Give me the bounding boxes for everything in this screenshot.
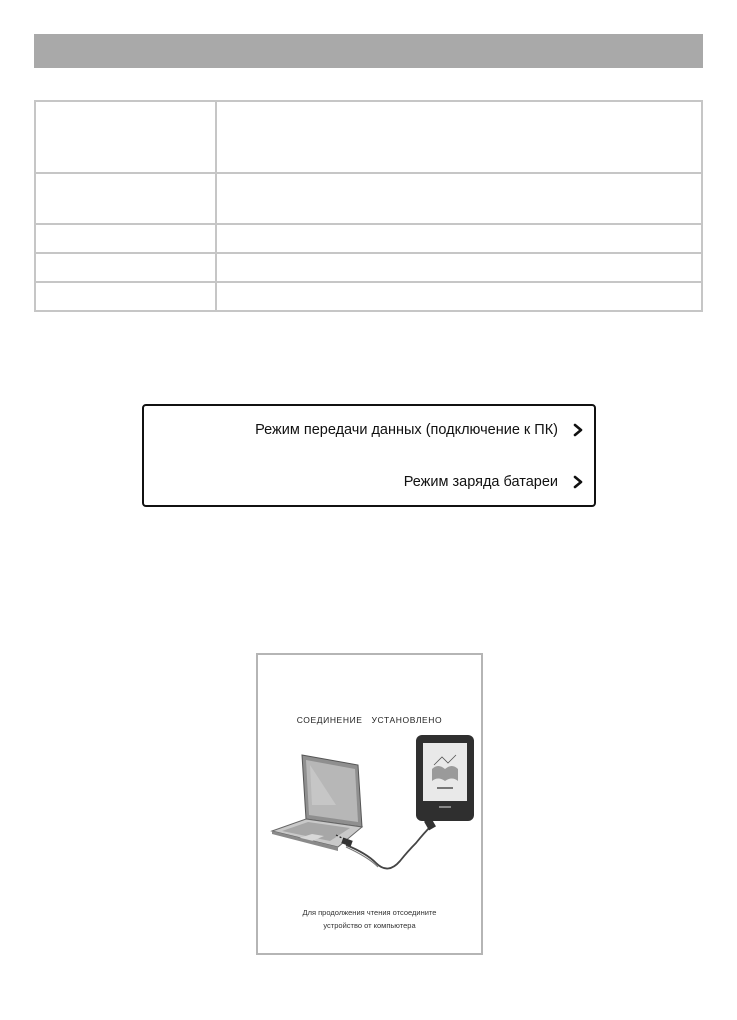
table-cell [35, 173, 216, 224]
usb-mode-dialog [142, 404, 596, 507]
battery-charge-mode-option[interactable] [404, 474, 584, 490]
connection-established-screen [256, 653, 483, 955]
table-row [35, 224, 702, 253]
section-header-bar [34, 34, 703, 68]
battery-charge-mode-label: Режим заряда батареи [403, 474, 558, 490]
disconnect-note-line1: Для продолжения чтения отсоедините [302, 908, 437, 917]
disconnect-note [258, 906, 481, 932]
table-row [35, 101, 702, 173]
chevron-right-icon [572, 423, 584, 437]
table-cell [216, 101, 702, 173]
laptop-ereader-connection-illustration [266, 735, 474, 881]
data-transfer-mode-option[interactable] [255, 422, 584, 438]
connection-title: СОЕДИНЕНИЕ УСТАНОВЛЕНО [296, 715, 443, 725]
table-cell [35, 282, 216, 311]
table-row [35, 282, 702, 311]
table-row [35, 173, 702, 224]
chevron-right-icon [572, 475, 584, 489]
laptop-icon [272, 755, 362, 851]
disconnect-note-line2: устройство от компьютера [323, 921, 416, 930]
table-row [35, 253, 702, 282]
ereader-icon [416, 735, 474, 821]
table-cell [216, 282, 702, 311]
data-transfer-mode-label: Режим передачи данных (подключение к ПК) [255, 422, 558, 438]
spec-table [34, 100, 703, 312]
table-cell [35, 101, 216, 173]
table-cell [35, 224, 216, 253]
table-cell [216, 253, 702, 282]
table-cell [35, 253, 216, 282]
table-cell [216, 224, 702, 253]
table-cell [216, 173, 702, 224]
